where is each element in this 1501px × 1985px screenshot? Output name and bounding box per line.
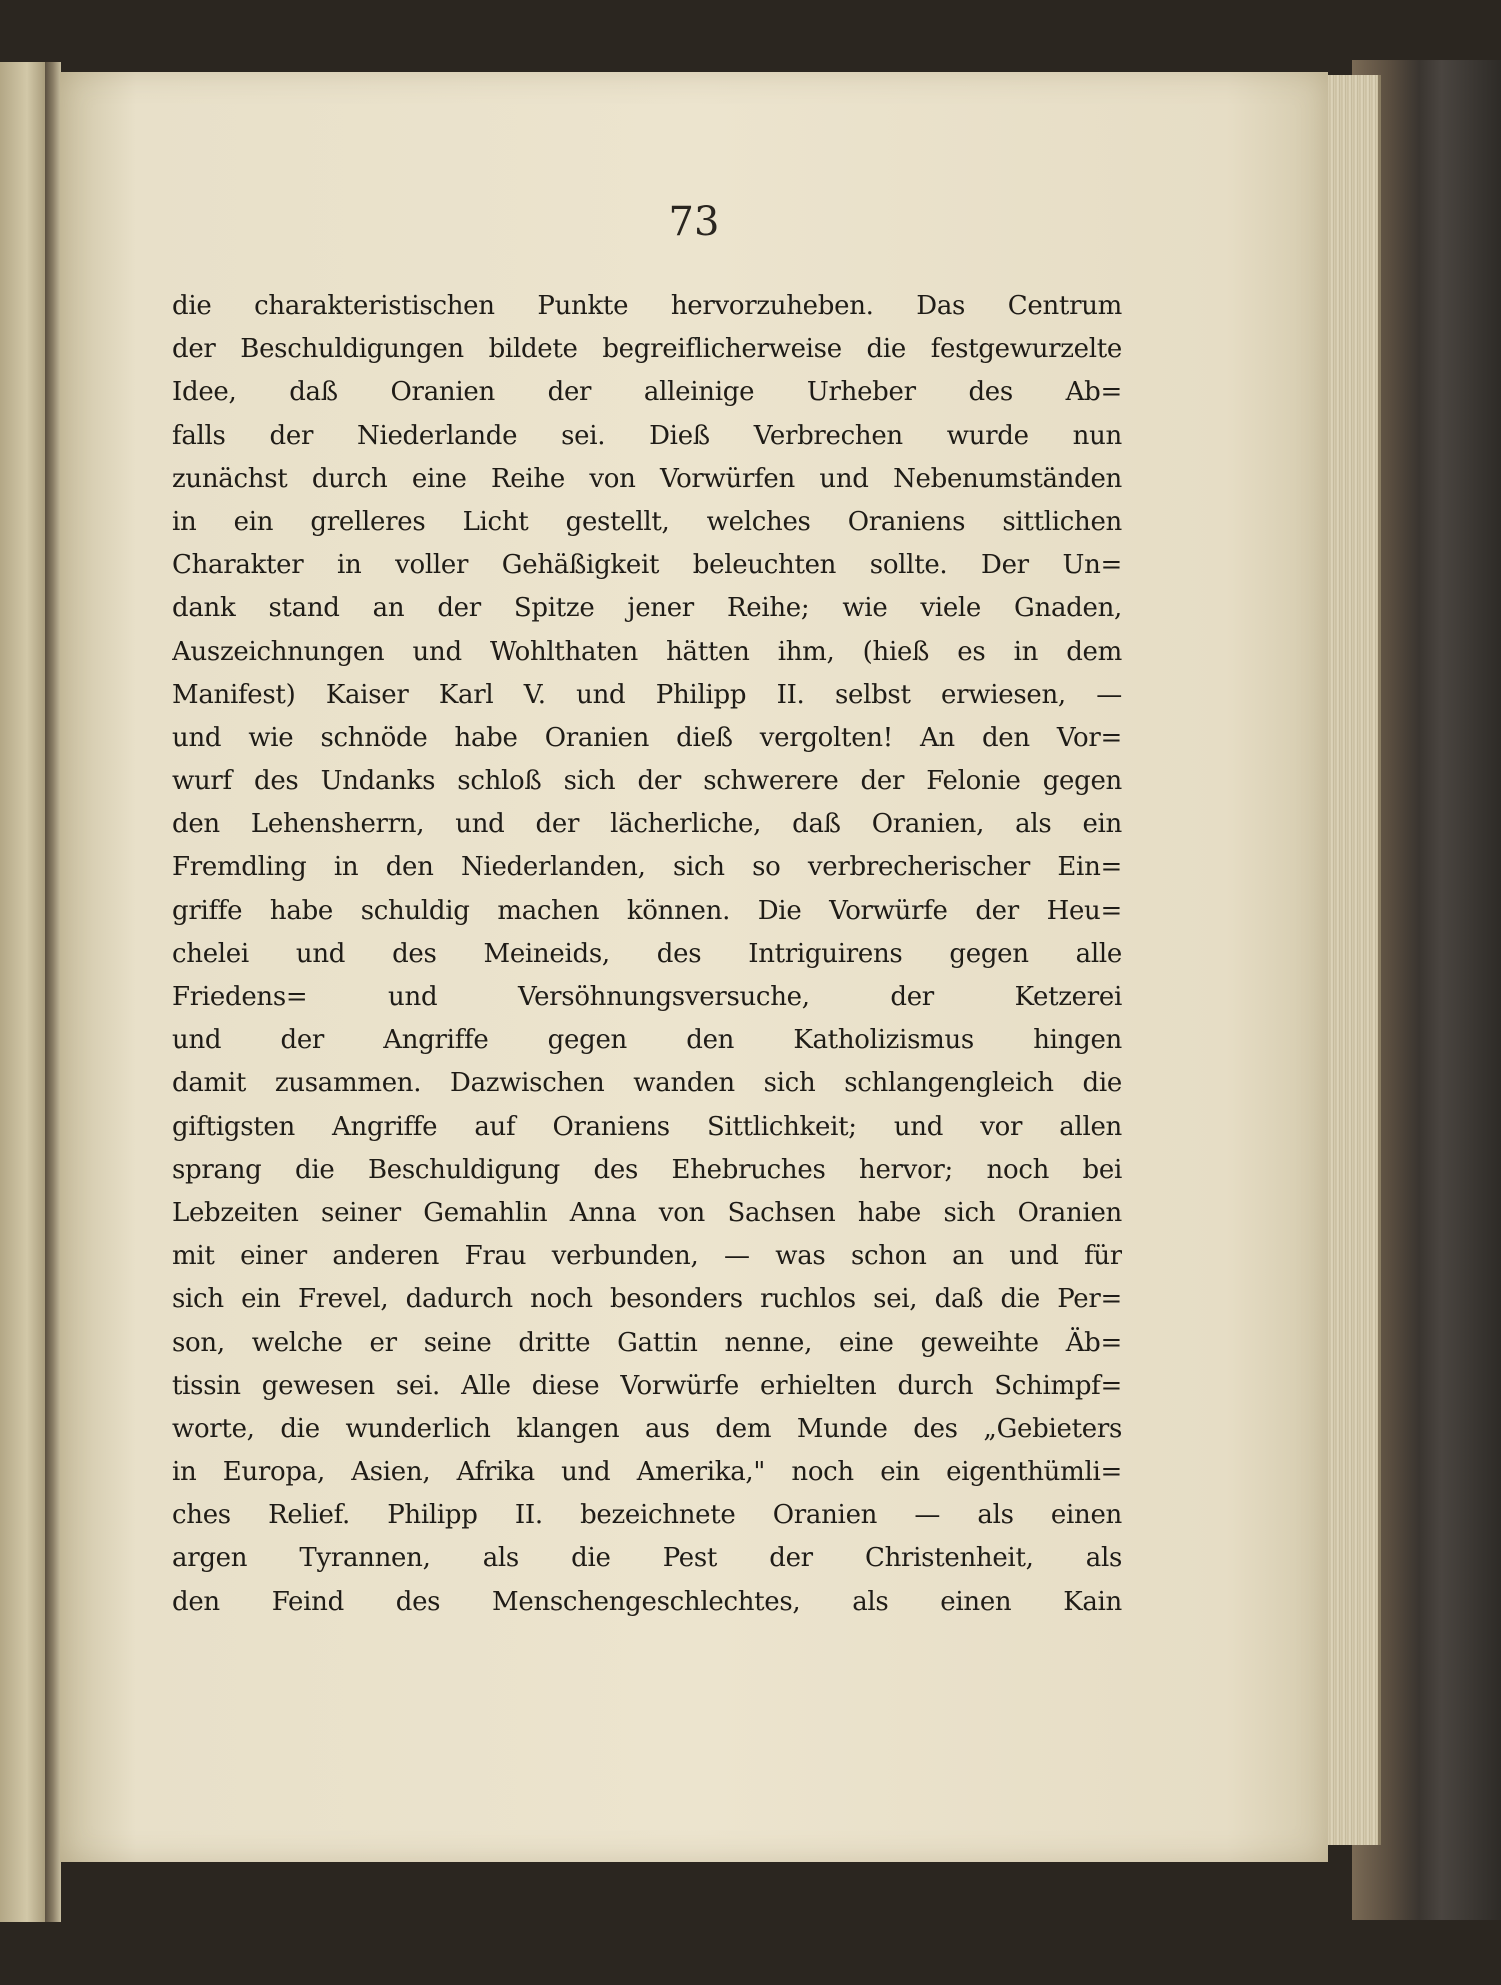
text-line: in Europa, Asien, Afrika und Amerika," noch ein eigenthümli= <box>172 1457 1122 1488</box>
book-gutter <box>45 62 61 1922</box>
text-line: Idee, daß Oranien der alleinige Urheber des Ab= <box>172 377 1122 408</box>
text-line: son, welche er seine dritte Gattin nenne, eine geweihte Äb= <box>172 1327 1122 1358</box>
text-line: und der Angriffe gegen den Katholizismus hingen <box>172 1025 1122 1056</box>
text-line: worte, die wunderlich klangen aus dem Munde des „Gebieters <box>172 1413 1122 1444</box>
book-page <box>60 72 1328 1862</box>
text-line: Manifest) Kaiser Karl V. und Philipp II. selbst erwiesen, — <box>172 679 1122 710</box>
text-line: den Feind des Menschengeschlechtes, als einen Kain <box>172 1586 1122 1617</box>
text-line: Lebzeiten seiner Gemahlin Anna von Sachsen habe sich Oranien <box>172 1197 1122 1228</box>
text-line: damit zusammen. Dazwischen wanden sich schlangengleich die <box>172 1068 1122 1099</box>
text-line: argen Tyrannen, als die Pest der Christenheit, als <box>172 1543 1122 1574</box>
text-line: Charakter in voller Gehäßigkeit beleuchten sollte. Der Un= <box>172 550 1122 581</box>
text-line: sich ein Frevel, dadurch noch besonders ruchlos sei, daß die Per= <box>172 1284 1122 1315</box>
text-line: tissin gewesen sei. Alle diese Vorwürfe erhielten durch Schimpf= <box>172 1370 1122 1401</box>
text-line: zunächst durch eine Reihe von Vorwürfen und Nebenumständen <box>172 463 1122 494</box>
page-stack-edge <box>1322 75 1381 1845</box>
text-line: griffe habe schuldig machen können. Die Vorwürfe der Heu= <box>172 895 1122 926</box>
text-line: giftigsten Angriffe auf Oraniens Sittlichkeit; und vor allen <box>172 1111 1122 1142</box>
page-number: 73 <box>668 199 720 245</box>
text-line: Fremdling in den Niederlanden, sich so verbrecherischer Ein= <box>172 852 1122 883</box>
body-text <box>172 285 1122 1624</box>
text-line: ches Relief. Philipp II. bezeichnete Oranien — als einen <box>172 1500 1122 1531</box>
text-line: mit einer anderen Frau verbunden, — was schon an und für <box>172 1241 1122 1272</box>
text-line: sprang die Beschuldigung des Ehebruches hervor; noch bei <box>172 1154 1122 1185</box>
text-line: falls der Niederlande sei. Dieß Verbrechen wurde nun <box>172 420 1122 451</box>
text-line: Friedens= und Versöhnungsversuche, der Ketzerei <box>172 982 1122 1012</box>
text-line: und wie schnöde habe Oranien dieß vergolten! An den Vor= <box>172 722 1122 753</box>
text-line: die charakteristischen Punkte hervorzuheben. Das Centrum <box>172 291 1122 321</box>
text-line: in ein grelleres Licht gestellt, welches Oraniens sittlichen <box>172 506 1122 537</box>
text-line: den Lehensherrn, und der lächerliche, daß Oranien, als ein <box>172 809 1122 840</box>
text-line: Auszeichnungen und Wohlthaten hätten ihm, (hieß es in dem <box>172 636 1122 667</box>
text-line: der Beschuldigungen bildete begreiflicherweise die festgewurzelte <box>172 334 1122 365</box>
text-line: wurf des Undanks schloß sich der schwerere der Felonie gegen <box>172 766 1122 797</box>
text-line: chelei und des Meineids, des Intriguirens gegen alle <box>172 938 1122 969</box>
facing-page-edge <box>0 62 45 1922</box>
text-line: dank stand an der Spitze jener Reihe; wie viele Gnaden, <box>172 593 1122 624</box>
